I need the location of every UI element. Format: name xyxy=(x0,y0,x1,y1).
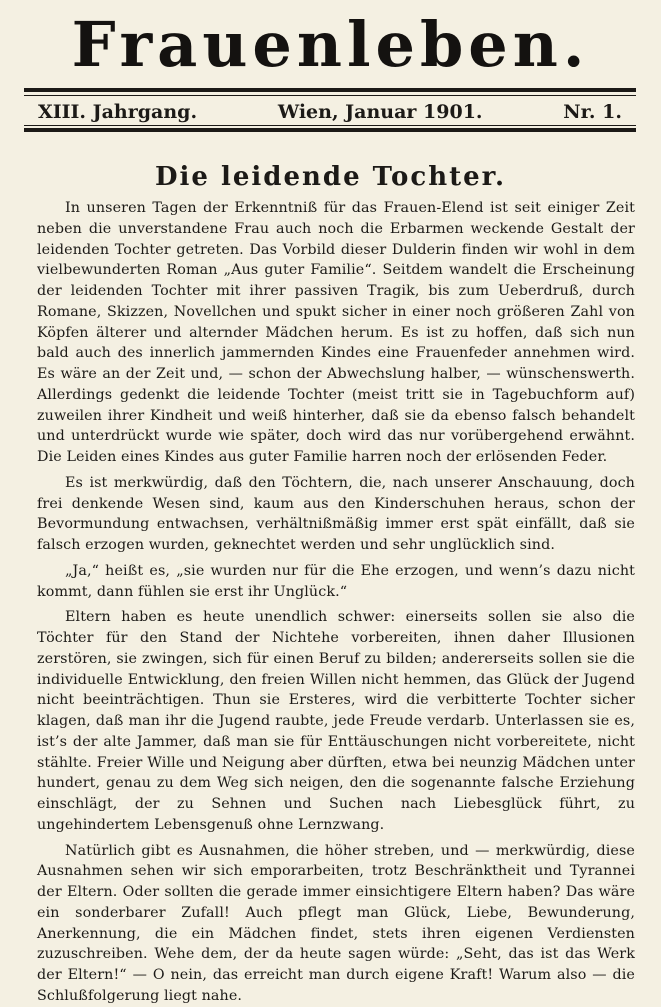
article-paragraph: „Ja,“ heißt es, „sie wurden nur für die Ehe erzogen, und wenn’s dazu nicht kommt, dann fühlen sie erst ihr Unglück.“ xyxy=(37,562,635,600)
article-paragraph: In unseren Tagen der Erkenntniß für das Frauen-Elend ist seit einiger Zeit neben die unverstandene Frau auch noch die Erbarmen weckende Gestalt der leidenden Tochter getreten. Das Vorbild dieser Dulderin finden wir wohl in dem vielbewunderten Roman „Aus guter Familie“. Seitdem wandelt die Erscheinung der leidenden Tochter mit ihrer passiven Tragik, bis zum Ueberdruß, durch Romane, Skizzen, Novellchen und spukt sicher in einer noch größeren Zahl von Köpfen älterer und alternder Mädchen herum. Es ist zu hoffen, daß sich nun bald auch des innerlich jammernden Kindes eine Frauenfeder annehmen wird. Es wäre an der Zeit und, — schon der Abwechslung halber, — wünschenswerth. Allerdings gedenkt die leidende Tochter (meist tritt sie in Tagebuchform auf) zuweilen ihrer Kindheit und weiß hinterher, daß sie da ebenso falsch behandelt und unterdrückt wurde wie später, doch wird das nur vorübergehend erwähnt. Die Leiden eines Kindes aus guter Familie harren noch der erlösenden Feder. xyxy=(37,200,635,465)
article-paragraph: Natürlich gibt es Ausnahmen, die höher streben, und — merkwürdig, diese Ausnahmen sehen wir sich emporarbeiten, trotz Beschränktheit und Tyrannei der Eltern. Oder sollten die gerade immer einsichtigere Eltern haben? Das wäre ein sonderbarer Zufall! Auch pflegt man Glück, Liebe, Bewunderung, Anerkennung, die ein Mädchen findet, stets ihren eigenen Verdiensten zuzuschreiben. Wehe dem, der da heute sagen würde: „Seht, das ist das Werk der Eltern!“ — O nein, das erreicht man durch eigene Kraft! Warum also — die Schlußfolgerung liegt nahe. xyxy=(37,842,635,1004)
volume-label: XIII. Jahrgang. xyxy=(38,101,198,123)
article-paragraph: Eltern haben es heute unendlich schwer: einerseits sollen sie also die Töchter für den Stand der Nichtehe vorbereiten, ihnen daher Illusionen zerstören, sie zwingen, sich für einen Beruf zu bilden; andererseits sollen sie die individuelle Entwicklung, den freien Willen nicht hemmen, das Glück der Jugend nicht beeinträchtigen. Thun sie Ersteres, wird die verbitterte Tochter sicher klagen, daß man ihr die Jugend raubte, jede Freude verdarb. Unterlassen sie es, ist’s der alte Jammer, daß man sie für Enttäuschungen nicht vorbereitete, nicht stählte. Freier Wille und Neigung aber dürften, etwa bei neunzig Mädchen unter hundert, genau zu dem Weg sich neigen, den die sogenannte falsche Erziehung einschlägt, der zu Sehnen und Suchen nach Liebesglück führt, zu ungehindertem Lebensgenuß ohne Lernzwang. xyxy=(37,609,635,833)
issue-rule-thick-bottom xyxy=(24,128,636,132)
article-body xyxy=(37,198,635,1007)
article-paragraph: Es ist merkwürdig, daß den Töchtern, die, nach unserer Anschauung, doch frei denkende Wesen sind, kaum aus den Kinderschuhen heraus, schon der Bevormundung entwachsen, verhältnißmäßig immer erst spät einfällt, daß sie falsch erzogen wurden, geknechtet werden und sehr unglücklich sind. xyxy=(37,474,635,553)
place-date-label: Wien, Januar 1901. xyxy=(277,101,483,123)
masthead-rule-thick-top xyxy=(24,88,636,92)
issue-info-bar xyxy=(38,100,622,124)
masthead-rule-thin-top xyxy=(24,95,636,96)
issue-rule-thin-bottom xyxy=(24,125,636,126)
masthead-title: Frauenleben. xyxy=(71,8,590,81)
article-title: Die leidende Tochter. xyxy=(154,162,507,192)
issue-number-label: Nr. 1. xyxy=(563,101,622,123)
